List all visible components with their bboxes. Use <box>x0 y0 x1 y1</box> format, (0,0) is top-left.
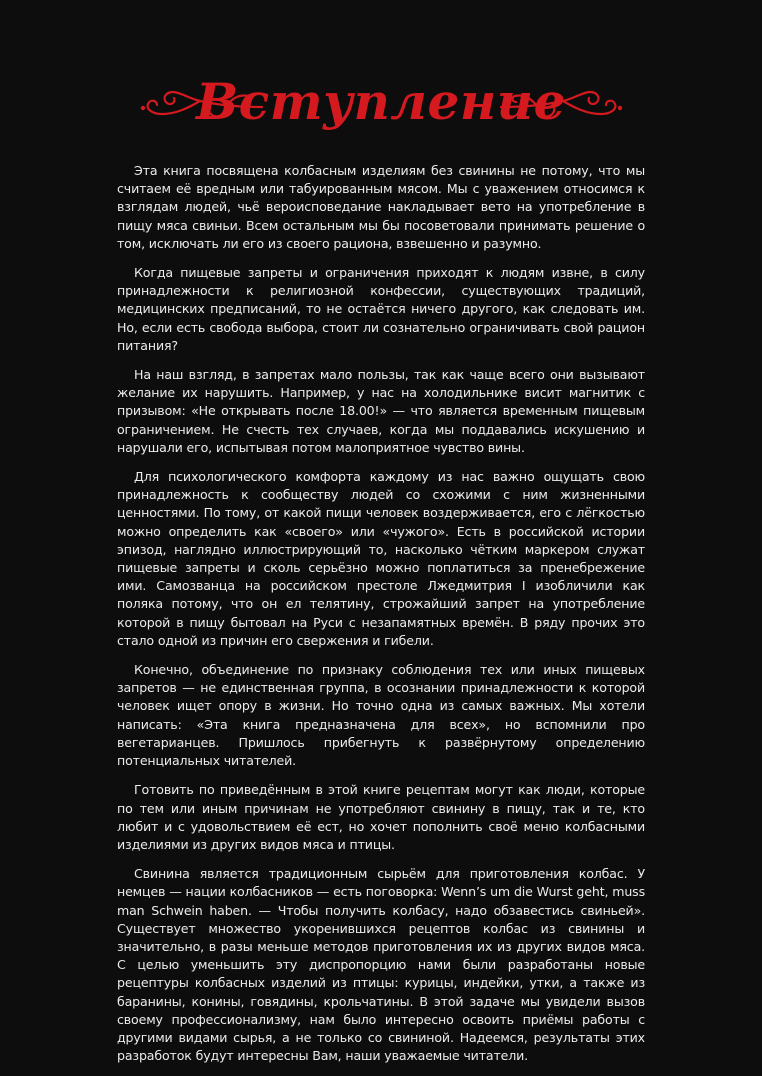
flourish-ornament-icon <box>498 80 623 126</box>
paragraph: На наш взгляд, в запретах мало пользы, так как чаще всего они вызывают желание их нарушить. Например, у нас на холодильнике висит магнитик с призывом: «Не открывать после 18.00!» — что является временным пищевым ограничением. Не счесть тех случаев, когда мы поддавались искушению и нарушали его, испытывая потом малоприятное чувство вины. <box>117 367 645 455</box>
chapter-header <box>0 58 762 148</box>
page-title: Вступление <box>196 72 566 131</box>
paragraph: Для психологического комфорта каждому из нас важно ощущать свою принадлежность к сообществу людей со схожими с ним жизненными ценностями. По тому, от какой пищи человек воздерживается, его с лёгкостью можно определить как «своего» или «чужого». Есть в российской истории эпизод, наглядно иллюстрирующий то, насколько чётким маркером служат пищевые запреты и сколь серьёзно можно поплатиться за пренебрежение ими. Самозванца на российском престоле Лжедмитрия I изобличили как поляка потому, что он ел телятину, строжайший запрет на употребление которой в пищу бытовал на Руси с незапамятных времён. В ряду прочих это стало одной из причин его свержения и гибели. <box>117 469 645 648</box>
paragraph: Конечно, объединение по признаку соблюдения тех или иных пищевых запретов — не единственная группа, в осознании принадлежности к которой человек ищет опору в жизни. Но точно одна из самых важных. Мы хотели написать: «Эта книга предназначена для всех», но вспомнили про вегетарианцев. Пришлось прибегнуть к развёрнутому определению потенциальных читателей. <box>117 662 645 769</box>
paragraph: Свинина является традиционным сырьём для приготовления колбас. У немцев — нации колбасников — есть поговорка: Wenn’s um die Wurst geht, muss man Schwein haben. — Чтобы получить колбасу, надо обзавестись свиньей». Существует множество укоренившихся рецептов колбас из свинины и значительно, в разы меньше методов приготовления их из других видов мяса. С целью уменьшить эту диспропорцию нами были разработаны новые рецептуры колбасных изделий из птицы: курицы, индейки, утки, а также из баранины, конины, говядины, крольчатины. В этой задаче мы увидели вызов своему профессионализму, нам было интересно освоить приёмы работы с другими видами сырья, а не только со свининой. Надеемся, результаты этих разработок будут интересны Вам, наши уважаемые читатели. <box>117 866 645 1064</box>
paragraph: Эта книга посвящена колбасным изделиям без свинины не потому, что мы считаем её вредным или табуированным мясом. Мы с уважением относимся к взглядам людей, чьё вероисповедание накладывает вето на употребление в пищу мяса свиньи. Всем остальным мы бы посоветовали принимать решение о том, исключать ли его из своего рациона, взвешенно и разумно. <box>117 163 645 251</box>
paragraph: Когда пищевые запреты и ограничения приходят к людям извне, в силу принадлежности к религиозной конфессии, существующих традиций, медицинских предписаний, то не остаётся ничего другого, как следовать им. Но, если есть свобода выбора, стоит ли сознательно ограничивать свой рацион питания? <box>117 265 645 353</box>
intro-text-body <box>117 162 645 1076</box>
paragraph: Готовить по приведённым в этой книге рецептам могут как люди, которые по тем или иным причинам не употребляют свинину в пищу, так и те, кто любит и с удовольствием её ест, но хочет пополнить своё меню колбасными изделиями из других видов мяса и птицы. <box>117 782 645 852</box>
